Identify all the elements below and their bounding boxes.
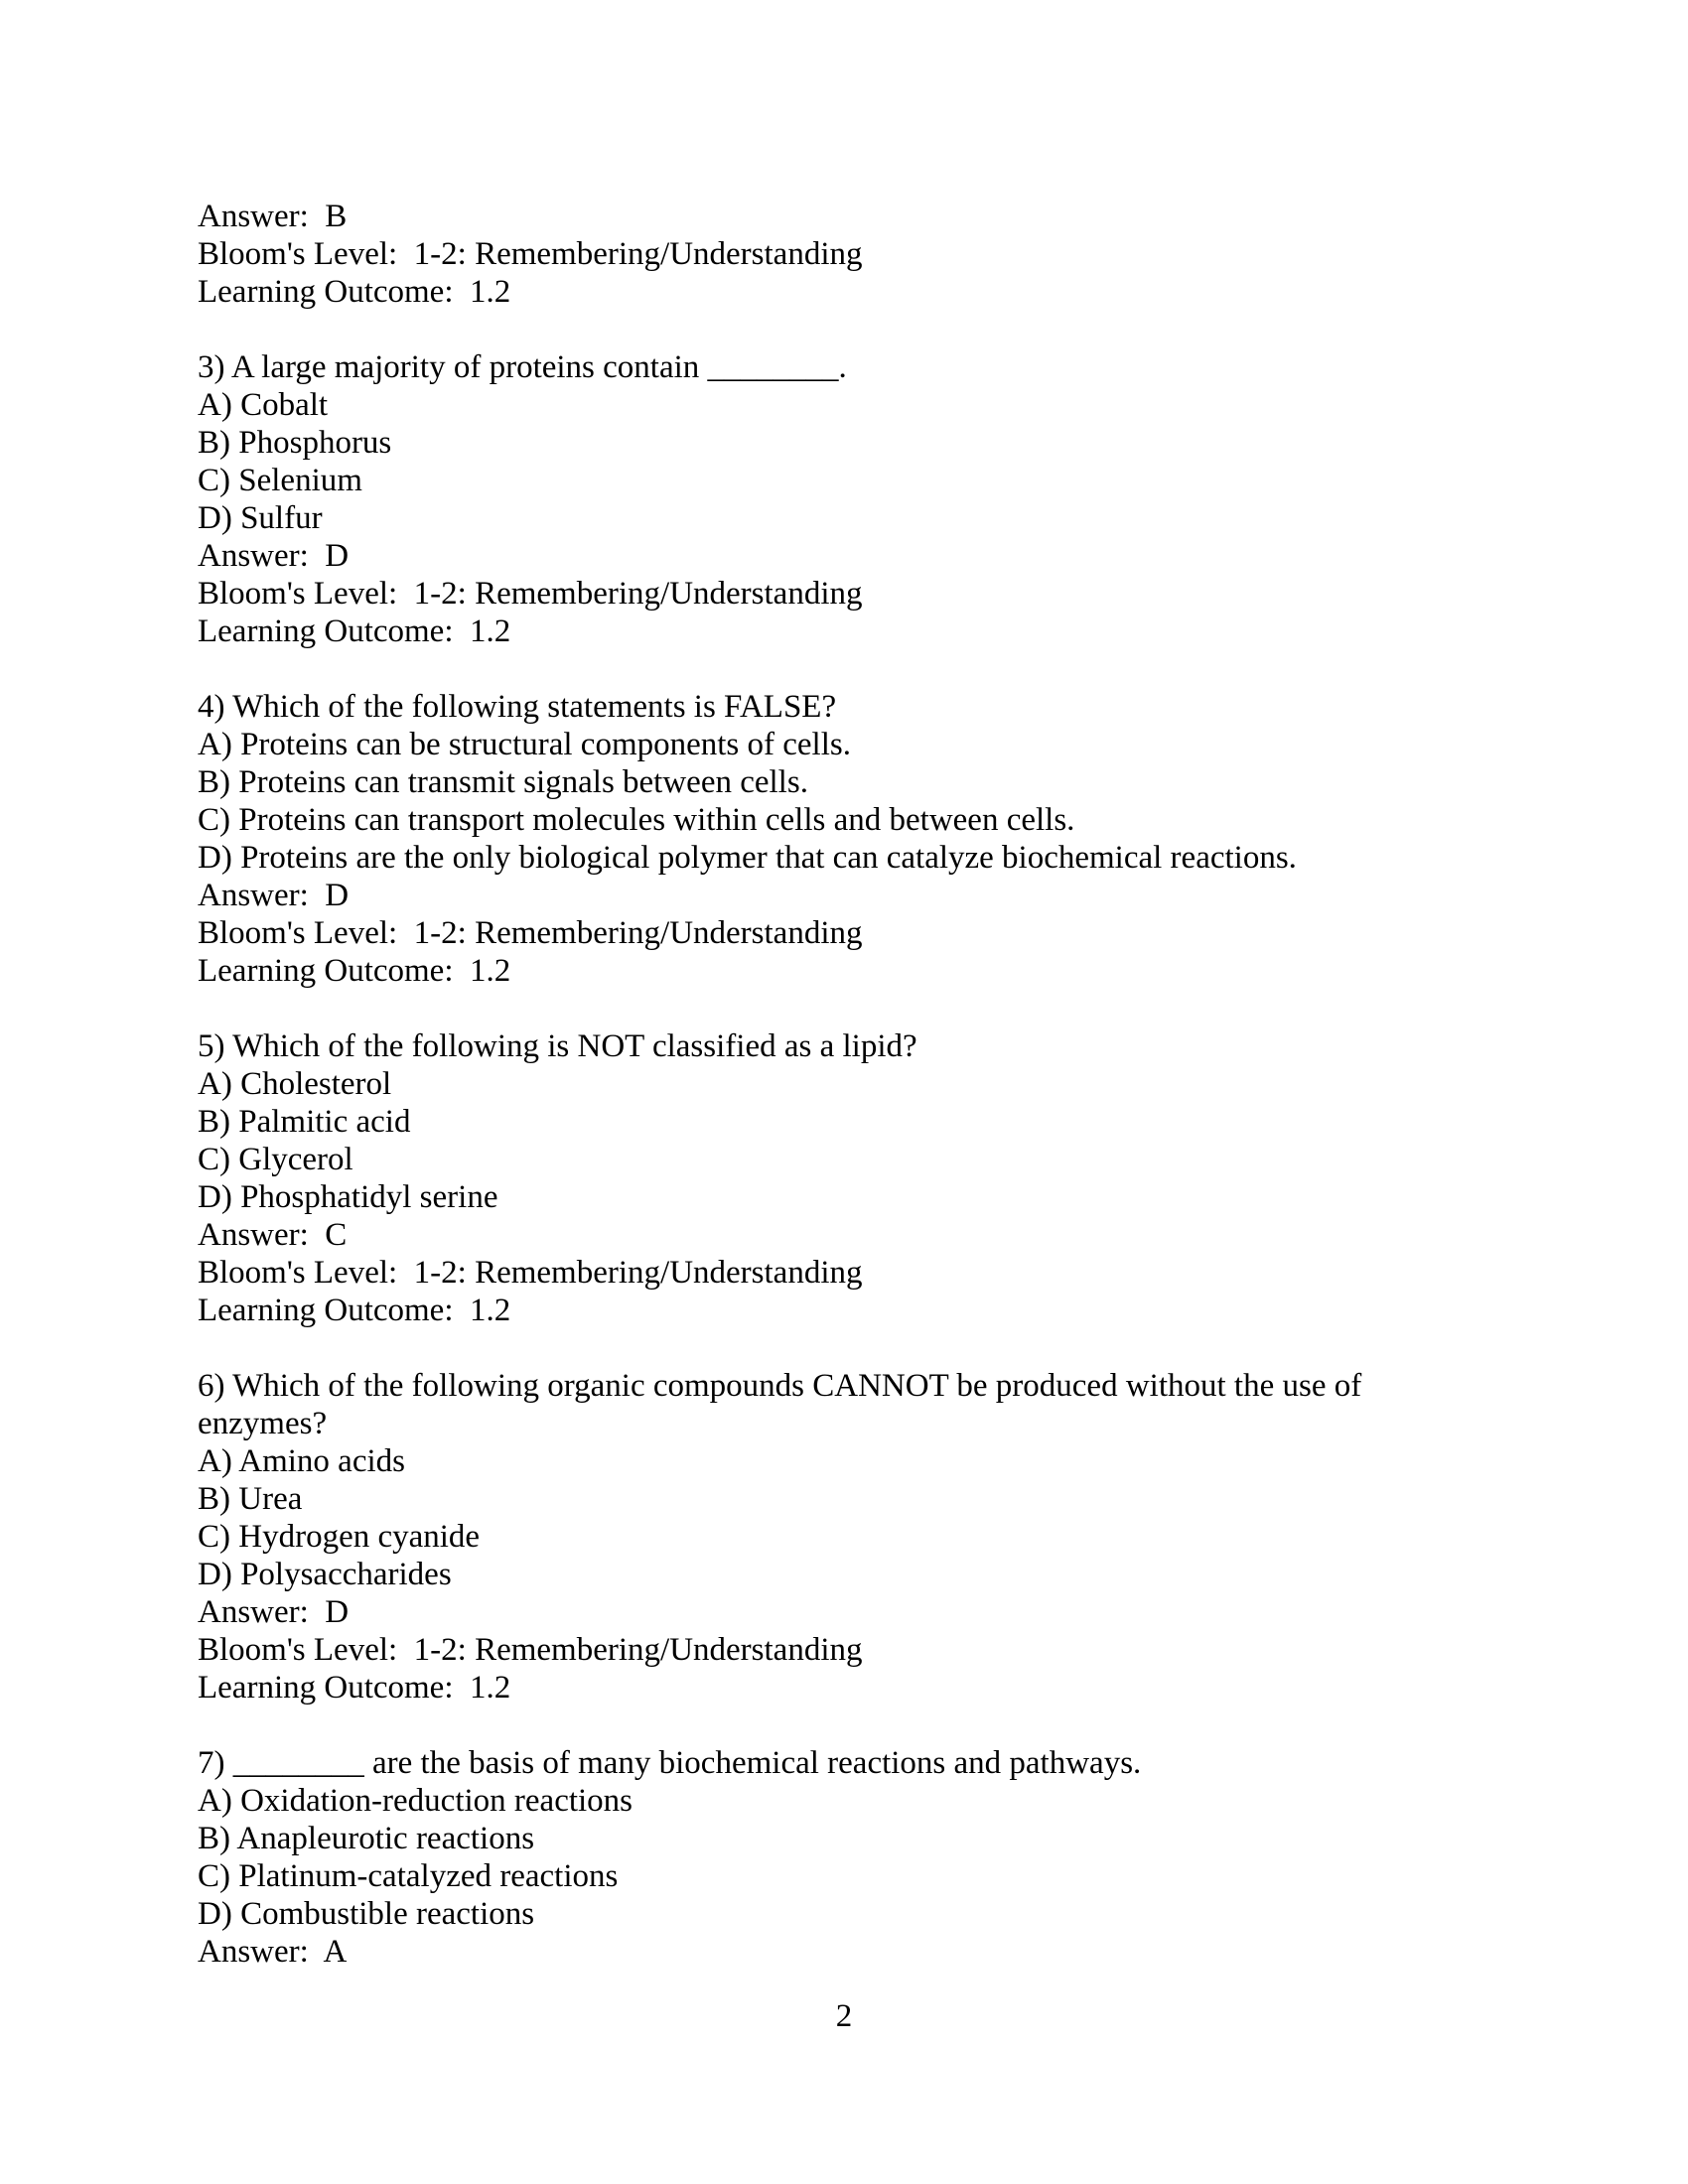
option-a: A) Cobalt	[198, 387, 329, 423]
question-5	[198, 1027, 1488, 1329]
answer: Answer: A	[198, 1934, 348, 1970]
option-c: C) Platinum-catalyzed reactions	[198, 1858, 619, 1894]
answer: Answer: D	[198, 1594, 350, 1630]
option-b: B) Proteins can transmit signals between cells.	[198, 764, 808, 800]
blooms-level: Bloom's Level: 1-2: Remembering/Understanding	[198, 1255, 863, 1291]
learning-outcome: Learning Outcome: 1.2	[198, 1670, 511, 1706]
option-b: B) Phosphorus	[198, 425, 392, 461]
option-b: B) Anapleurotic reactions	[198, 1821, 535, 1856]
option-d: D) Combustible reactions	[198, 1896, 535, 1932]
question-text: 6) Which of the following organic compounds CANNOT be produced without the use of enzymes?	[198, 1368, 1370, 1441]
option-b: B) Palmitic acid	[198, 1104, 411, 1140]
question-6	[198, 1367, 1488, 1706]
question-3	[198, 348, 1488, 650]
question-text: 4) Which of the following statements is FALSE?	[198, 689, 837, 725]
option-d: D) Phosphatidyl serine	[198, 1179, 498, 1215]
option-a: A) Proteins can be structural components of cells.	[198, 727, 851, 762]
answer: Answer: D	[198, 538, 350, 574]
answer: Answer: D	[198, 878, 350, 913]
question-text: 7) ________ are the basis of many biochemical reactions and pathways.	[198, 1745, 1142, 1781]
document-body	[198, 198, 1488, 2008]
question-text: 5) Which of the following is NOT classified as a lipid?	[198, 1028, 917, 1064]
option-a: A) Oxidation-reduction reactions	[198, 1783, 633, 1819]
option-d: D) Sulfur	[198, 500, 323, 536]
page-number: 2	[835, 1998, 853, 2034]
learning-outcome: Learning Outcome: 1.2	[198, 953, 511, 989]
blooms-level: Bloom's Level: 1-2: Remembering/Understanding	[198, 576, 863, 612]
option-d: D) Polysaccharides	[198, 1557, 452, 1592]
answer: Answer: B	[198, 199, 348, 234]
option-b: B) Urea	[198, 1481, 303, 1517]
learning-outcome: Learning Outcome: 1.2	[198, 614, 511, 649]
option-c: C) Proteins can transport molecules within cells and between cells.	[198, 802, 1075, 838]
option-c: C) Hydrogen cyanide	[198, 1519, 481, 1555]
blooms-level: Bloom's Level: 1-2: Remembering/Understanding	[198, 1632, 863, 1668]
blooms-level: Bloom's Level: 1-2: Remembering/Understanding	[198, 915, 863, 951]
option-d: D) Proteins are the only biological polymer that can catalyze biochemical reactions.	[198, 840, 1297, 876]
learning-outcome: Learning Outcome: 1.2	[198, 1293, 511, 1328]
answer-block-q2	[198, 198, 1488, 311]
answer: Answer: C	[198, 1217, 348, 1253]
question-4	[198, 688, 1488, 990]
option-c: C) Glycerol	[198, 1142, 353, 1177]
learning-outcome: Learning Outcome: 1.2	[198, 274, 511, 310]
blooms-level: Bloom's Level: 1-2: Remembering/Understanding	[198, 236, 863, 272]
option-a: A) Amino acids	[198, 1443, 405, 1479]
question-7	[198, 1744, 1488, 1971]
question-text: 3) A large majority of proteins contain ________.	[198, 349, 847, 385]
option-a: A) Cholesterol	[198, 1066, 392, 1102]
option-c: C) Selenium	[198, 463, 362, 498]
